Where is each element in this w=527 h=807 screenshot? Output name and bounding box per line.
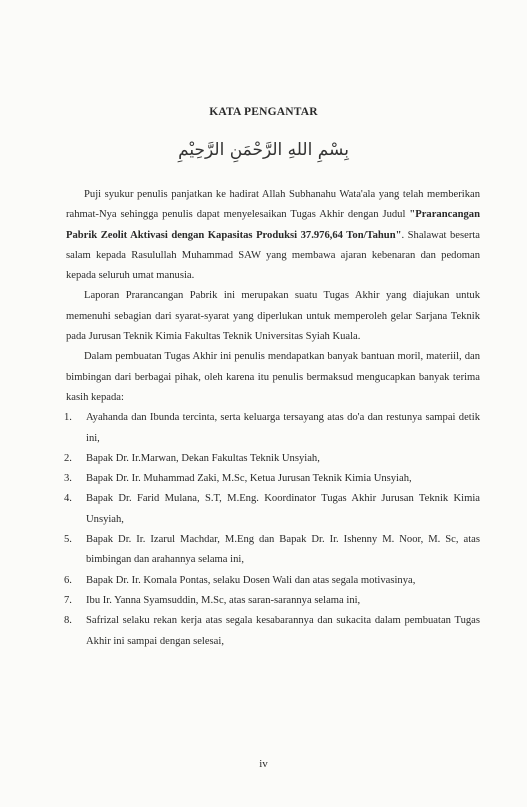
list-item-text: Bapak Dr. Ir.Marwan, Dekan Fakultas Teknik Unsyiah, <box>86 452 320 464</box>
paragraph-1 <box>66 185 480 286</box>
list-item-text: Bapak Dr. Farid Mulana, S.T, M.Eng. Koordinator Tugas Akhir Jurusan Teknik Kimia Unsyiah, <box>86 493 480 525</box>
list-item <box>66 449 480 469</box>
list-item <box>66 611 480 652</box>
paragraph-1-text-b: . Shalawat beserta salam kepada Rasulullah Muhammad SAW yang membawa ajaran kebenaran dan pedoman kepada seluruh umat manusia. <box>66 229 480 282</box>
list-item-number: 1. <box>64 412 72 424</box>
list-item-text: Bapak Dr. Ir. Izarul Machdar, M.Eng dan Bapak Dr. Ir. Ishenny M. Noor, M. Sc, atas bimbingan dan arahannya selama ini, <box>86 534 480 566</box>
list-item-number: 8. <box>64 615 72 627</box>
page-number: iv <box>259 758 268 770</box>
list-item <box>66 469 480 489</box>
list-item-number: 5. <box>64 534 72 546</box>
list-item-number: 3. <box>64 473 72 485</box>
list-item <box>66 571 480 591</box>
list-item-number: 7. <box>64 594 72 606</box>
thesis-title: "Prarancangan Pabrik Zeolit Aktivasi dengan Kapasitas Produksi 37.976,64 Ton/Tahun" <box>66 209 480 241</box>
paragraph-2: Laporan Prarancangan Pabrik ini merupakan suatu Tugas Akhir yang diajukan untuk memenuhi sebagian dari syarat-syarat yang diperlukan untuk memperoleh gelar Sarjana Teknik pada Jurusan Teknik Kimia Fakultas Teknik Universitas Syiah Kuala. <box>66 290 480 343</box>
basmala-calligraphy: بِسْمِ اللهِ الرَّحْمَنِ الرَّحِيْمِ <box>178 140 349 160</box>
list-item-text: Ayahanda dan Ibunda tercinta, serta keluarga tersayang atas do'a dan restunya sampai detik ini, <box>86 412 480 444</box>
list-item-number: 6. <box>64 574 72 586</box>
page-title: KATA PENGANTAR <box>209 106 318 118</box>
list-item-number: 4. <box>64 493 72 505</box>
list-item-text: Ibu Ir. Yanna Syamsuddin, M.Sc, atas saran-sarannya selama ini, <box>86 594 361 606</box>
list-item-text: Bapak Dr. Ir. Muhammad Zaki, M.Sc, Ketua Jurusan Teknik Kimia Unsyiah, <box>86 473 412 485</box>
list-item <box>66 489 480 530</box>
list-item <box>66 591 480 611</box>
acknowledgement-list <box>66 408 480 652</box>
list-item <box>66 408 480 449</box>
paragraph-1-text-a: Puji syukur penulis panjatkan ke hadirat Allah Subhanahu Wata'ala yang telah memberikan rahmat-Nya sehingga penulis dapat menyelesaikan Tugas Akhir dengan Judul <box>66 189 480 221</box>
list-item-text: Safrizal selaku rekan kerja atas segala kesabarannya dan sukacita dalam pembuatan Tugas Akhir ini sampai dengan selesai, <box>86 615 480 647</box>
list-item-number: 2. <box>64 452 72 464</box>
list-item <box>66 530 480 571</box>
paragraph-3: Dalam pembuatan Tugas Akhir ini penulis mendapatkan banyak bantuan moril, materiil, dan bimbingan dari berbagai pihak, oleh karena itu penulis bermaksud mengucapkan banyak terima kasih kepada: <box>66 351 480 403</box>
document-body <box>66 185 480 652</box>
list-item-text: Bapak Dr. Ir. Komala Pontas, selaku Dosen Wali dan atas segala motivasinya, <box>86 574 416 586</box>
